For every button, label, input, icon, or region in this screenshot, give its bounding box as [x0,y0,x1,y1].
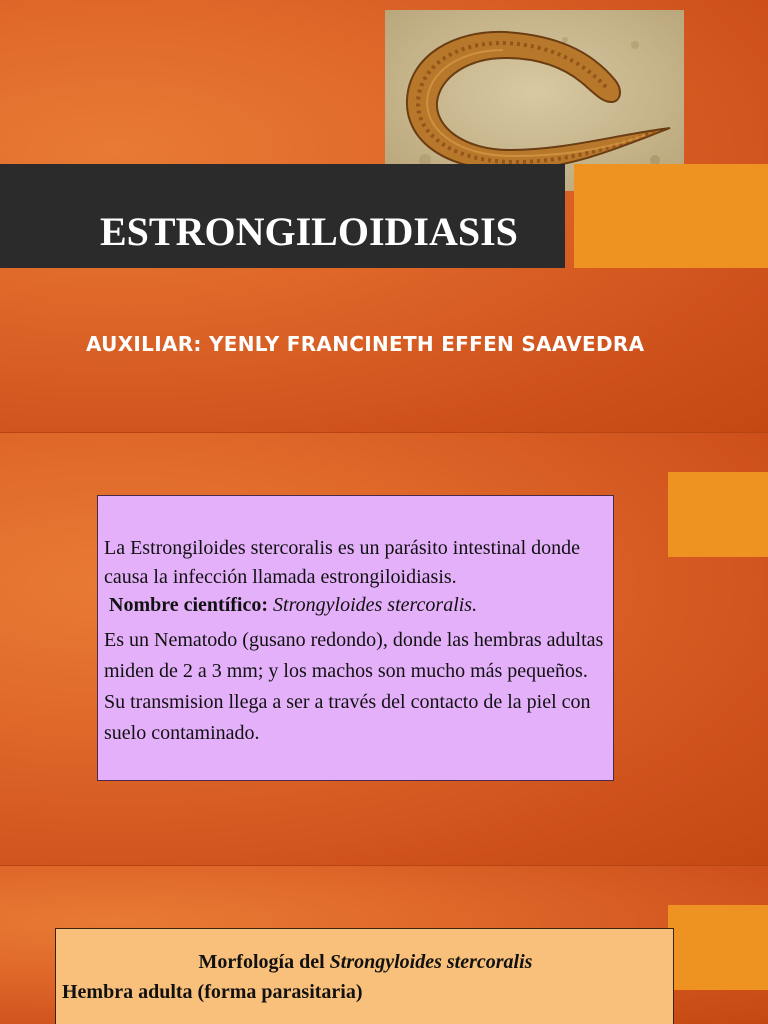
morphology-title-species: Strongyloides stercoralis [329,951,533,973]
morphology-title [56,951,675,974]
accent-bar [668,905,768,990]
description-box [97,495,614,781]
nematode-paragraph: Es un Nematodo (gusano redondo), donde las hembras adultas miden de 2 a 3 mm; y los machos son mucho más pequeños. Su transmision llega a ser a través del contacto de la piel con suelo contaminado. [104,629,604,744]
slide-title: ESTRONGILOIDIASIS [100,209,518,254]
accent-bar [668,472,768,557]
morphology-subtitle: Hembra adulta (forma parasitaria) [62,981,363,1003]
morphology-slide [0,866,768,1024]
scientific-name-line [104,591,604,620]
description-slide [0,433,768,865]
intro-paragraph: La Estrongiloides stercoralis es un parásito intestinal donde causa la infección llamada estrongiloidiasis. [104,537,580,588]
scientific-name-value: Strongyloides stercoralis. [273,594,478,616]
scientific-name-label: Nombre científico: [109,594,269,616]
author-subtitle: AUXILIAR: YENLY FRANCINETH EFFEN SAAVEDRA [86,332,645,356]
morphology-title-prefix: Morfología del [198,951,325,973]
title-slide [0,0,768,432]
morphology-box [55,928,674,1024]
accent-bar [574,164,768,268]
